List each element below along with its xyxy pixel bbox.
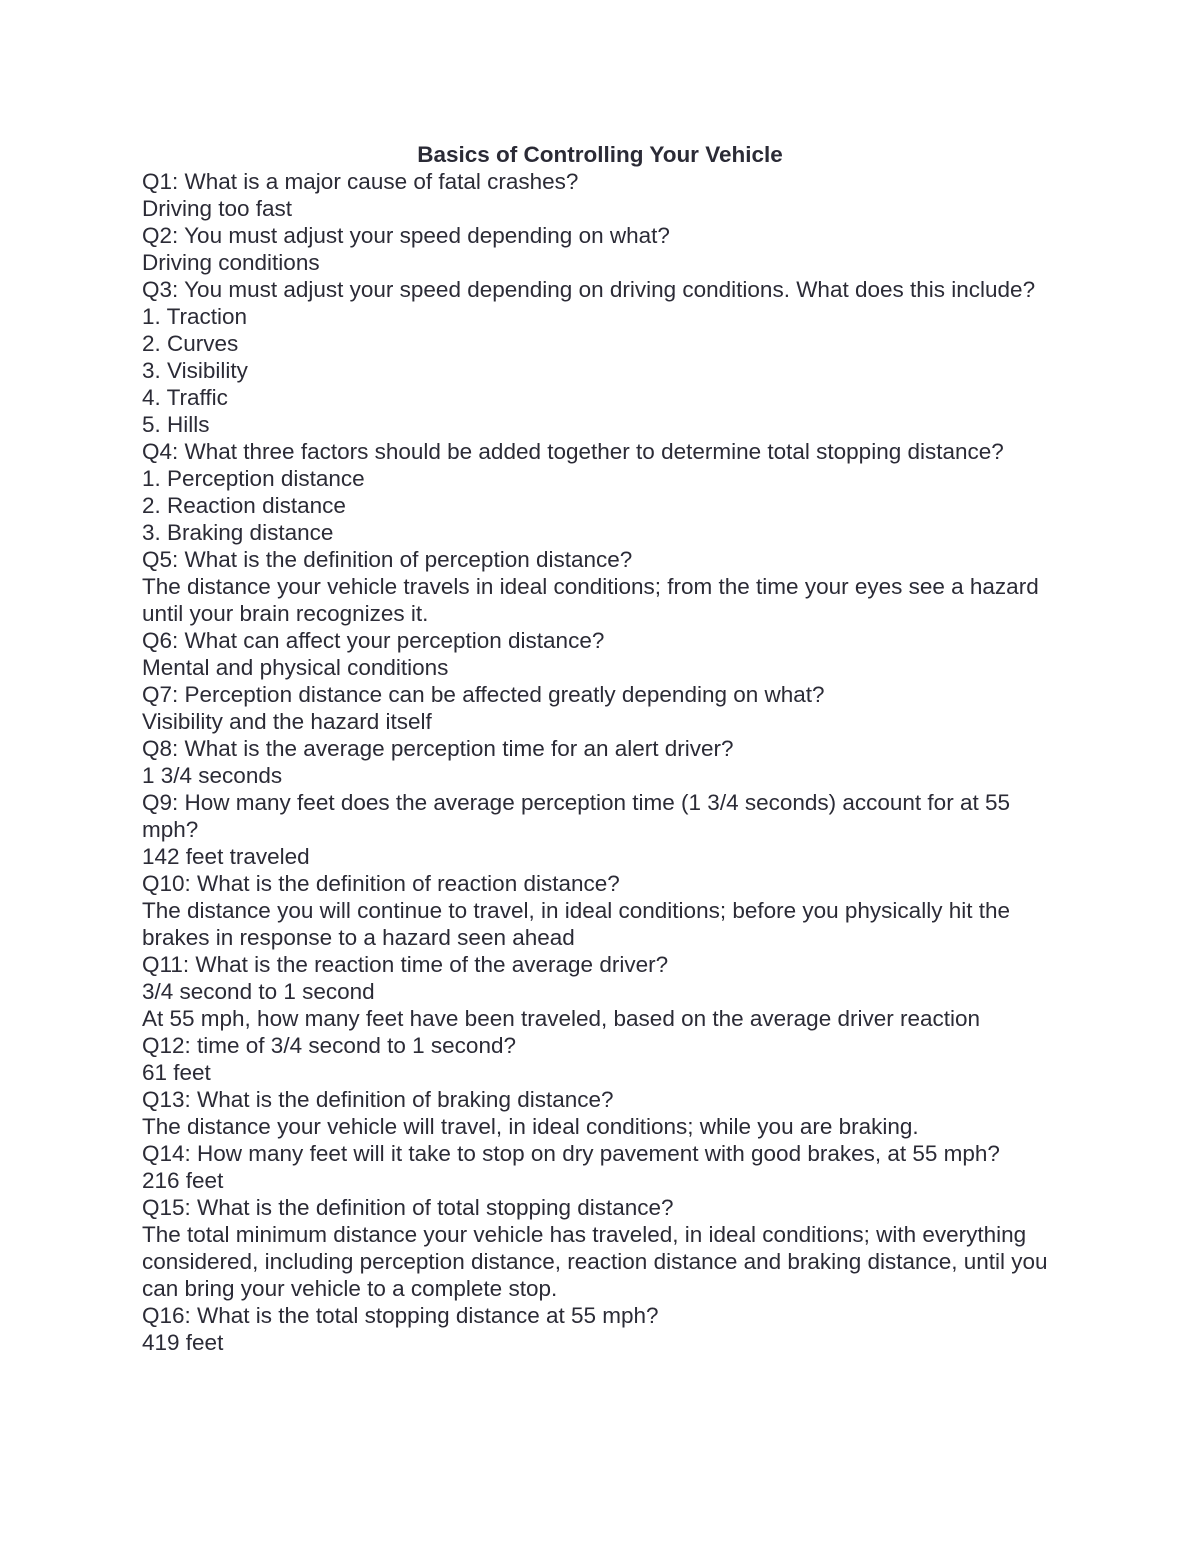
answer-q15: The total minimum distance your vehicle has traveled, in ideal conditions; with everything considered, including perception distance, reaction distance and braking distance, until you can bring your vehicle to a complete stop. (142, 1222, 1048, 1301)
answer-q7: Visibility and the hazard itself (142, 709, 432, 734)
list-item: 1. Perception distance (142, 466, 365, 491)
answer-q14: 216 feet (142, 1168, 224, 1193)
answer-q12: 61 feet (142, 1060, 211, 1085)
question-q6: Q6: What can affect your perception distance? (142, 628, 605, 653)
question-q7: Q7: Perception distance can be affected greatly depending on what? (142, 682, 825, 707)
list-item: 3. Visibility (142, 358, 248, 383)
document-title: Basics of Controlling Your Vehicle (417, 142, 783, 167)
answer-q16: 419 feet (142, 1330, 224, 1355)
list-item: 3. Braking distance (142, 520, 334, 545)
answer-q8: 1 3/4 seconds (142, 763, 283, 788)
question-q10: Q10: What is the definition of reaction distance? (142, 871, 620, 896)
question-q8: Q8: What is the average perception time for an alert driver? (142, 736, 734, 761)
answer-q9: 142 feet traveled (142, 844, 310, 869)
question-q3: Q3: You must adjust your speed depending on driving conditions. What does this include? (142, 277, 1036, 302)
list-item: 5. Hills (142, 412, 210, 437)
question-q2: Q2: You must adjust your speed depending on what? (142, 223, 670, 248)
list-item: 1. Traction (142, 304, 248, 329)
document-body (142, 141, 1062, 1356)
question-q12-part1: At 55 mph, how many feet have been traveled, based on the average driver reaction (142, 1006, 981, 1031)
question-q11: Q11: What is the reaction time of the average driver? (142, 952, 669, 977)
question-q12: Q12: time of 3/4 second to 1 second? (142, 1033, 516, 1058)
answer-q11: 3/4 second to 1 second (142, 979, 375, 1004)
answer-q2: Driving conditions (142, 250, 320, 275)
answer-q1: Driving too fast (142, 196, 293, 221)
question-q14: Q14: How many feet will it take to stop on dry pavement with good brakes, at 55 mph? (142, 1141, 1000, 1166)
question-q4: Q4: What three factors should be added together to determine total stopping distance? (142, 439, 1004, 464)
document-lines (142, 168, 1062, 1356)
answer-q10: The distance you will continue to travel, in ideal conditions; before you physically hit the brakes in response to a hazard seen ahead (142, 898, 1010, 950)
answer-q5: The distance your vehicle travels in ideal conditions; from the time your eyes see a hazard until your brain recognizes it. (142, 574, 1039, 626)
list-item: 2. Curves (142, 331, 239, 356)
question-q13: Q13: What is the definition of braking distance? (142, 1087, 614, 1112)
answer-q13: The distance your vehicle will travel, in ideal conditions; while you are braking. (142, 1114, 919, 1139)
question-q9: Q9: How many feet does the average perception time (1 3/4 seconds) account for at 55 mph? (142, 790, 1010, 842)
answer-q6: Mental and physical conditions (142, 655, 449, 680)
question-q15: Q15: What is the definition of total stopping distance? (142, 1195, 674, 1220)
list-item: 2. Reaction distance (142, 493, 346, 518)
question-q5: Q5: What is the definition of perception distance? (142, 547, 633, 572)
question-q1: Q1: What is a major cause of fatal crashes? (142, 169, 579, 194)
question-q16: Q16: What is the total stopping distance at 55 mph? (142, 1303, 659, 1328)
list-item: 4. Traffic (142, 385, 228, 410)
